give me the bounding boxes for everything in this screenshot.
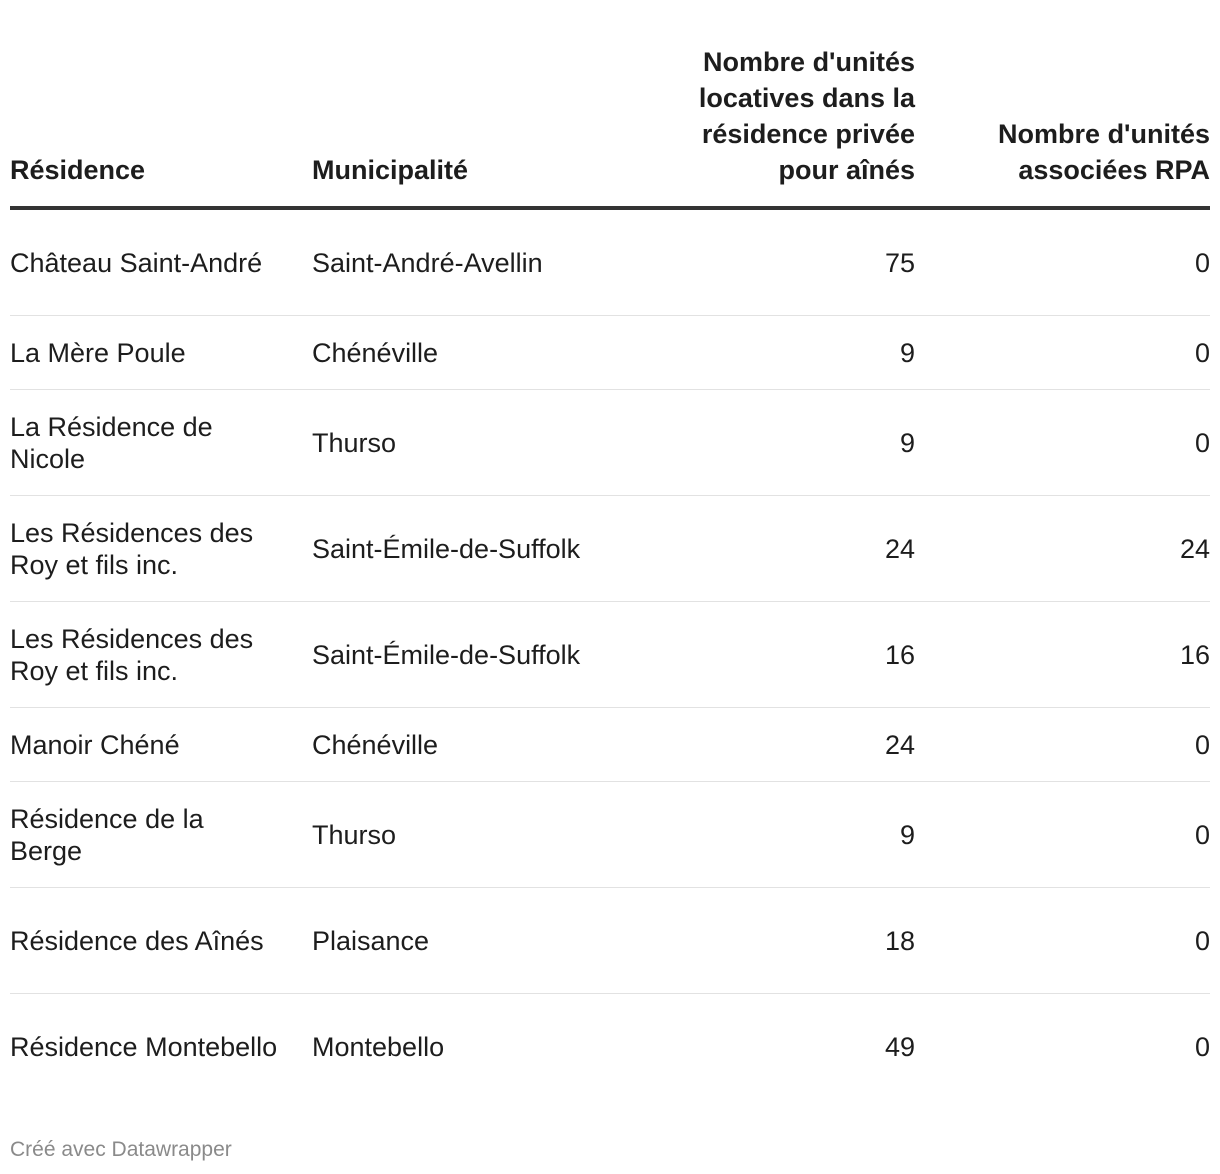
cell-unites-locatives: 16 (642, 602, 915, 708)
cell-residence: Château Saint-André (10, 208, 312, 316)
cell-unites-locatives: 24 (642, 708, 915, 782)
table-body (10, 208, 1210, 1099)
cell-residence: Résidence de la Berge (10, 782, 312, 888)
cell-municipalite: Plaisance (312, 888, 642, 994)
header-row (10, 44, 1210, 208)
cell-unites-locatives: 49 (884, 1031, 915, 1062)
cell-residence: Résidence des Aînés (10, 888, 312, 994)
cell-unites-locatives: 18 (642, 888, 915, 994)
cell-unites-rpa: 16 (915, 602, 1210, 708)
cell-unites-rpa: 0 (915, 208, 1210, 316)
cell-municipalite: Saint-André-Avellin (312, 208, 642, 316)
cell-unites-locatives: 24 (642, 496, 915, 602)
cell-residence: Manoir Chéné (10, 708, 312, 782)
cell-unites-rpa: 24 (915, 496, 1210, 602)
cell-unites-rpa: 0 (1194, 1031, 1210, 1062)
cell-residence: La Résidence de Nicole (10, 390, 312, 496)
column-header-unites-rpa[interactable]: Nombre d'unités associées RPA (915, 44, 1210, 208)
table-row (10, 888, 1210, 994)
data-table-container (10, 44, 1210, 1099)
table-row (10, 602, 1210, 708)
cell-residence: La Mère Poule (10, 316, 312, 390)
table-row (10, 208, 1210, 316)
table-header (10, 44, 1210, 208)
column-header-municipalite[interactable]: Municipalité (312, 44, 642, 208)
cell-municipalite: Thurso (312, 782, 642, 888)
datawrapper-credit[interactable]: Créé avec Datawrapper (10, 1138, 232, 1161)
table-row (10, 994, 1210, 1100)
cell-residence: Résidence Montebello (10, 1031, 278, 1062)
cell-residence: Les Résidences des Roy et fils inc. (10, 602, 312, 708)
cell-unites-rpa: 0 (915, 390, 1210, 496)
cell-municipalite: Thurso (312, 390, 642, 496)
cell-unites-rpa: 0 (915, 316, 1210, 390)
cell-unites-locatives: 75 (642, 208, 915, 316)
data-table (10, 44, 1210, 1099)
column-header-residence[interactable]: Résidence (10, 44, 312, 208)
cell-municipalite: Chénéville (312, 708, 642, 782)
cell-unites-rpa: 0 (915, 888, 1210, 994)
column-header-unites-locatives[interactable]: Nombre d'unités locatives dans la résidence privée pour aînés (642, 44, 915, 208)
table-row (10, 390, 1210, 496)
cell-unites-locatives: 9 (642, 390, 915, 496)
cell-municipalite: Saint-Émile-de-Suffolk (312, 602, 642, 708)
cell-municipalite: Chénéville (312, 316, 642, 390)
table-row (10, 708, 1210, 782)
cell-unites-rpa: 0 (915, 708, 1210, 782)
cell-municipalite: Montebello (312, 1031, 445, 1062)
table-row (10, 316, 1210, 390)
cell-unites-locatives: 9 (642, 316, 915, 390)
cell-unites-rpa: 0 (915, 782, 1210, 888)
table-row (10, 496, 1210, 602)
cell-municipalite: Saint-Émile-de-Suffolk (312, 496, 642, 602)
cell-unites-locatives: 9 (642, 782, 915, 888)
cell-residence: Les Résidences des Roy et fils inc. (10, 496, 312, 602)
table-row (10, 782, 1210, 888)
